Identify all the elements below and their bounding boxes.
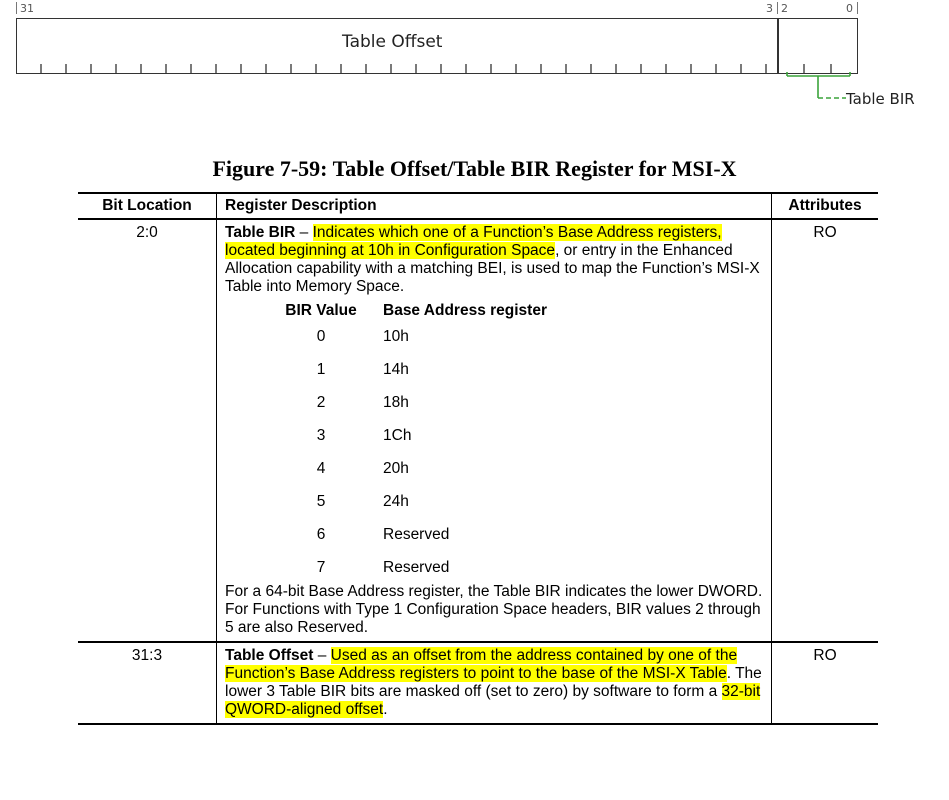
description-cell — [217, 642, 772, 724]
bit-31-label: 31 — [20, 2, 34, 15]
bir-row — [259, 526, 547, 559]
bit-location-cell: 2:0 — [78, 219, 217, 642]
dash: – — [295, 224, 313, 241]
bit-0-label: 0 — [846, 2, 853, 15]
bir-value: 1 — [316, 361, 326, 378]
description-cell — [217, 219, 772, 642]
bit-3-label: 3 — [766, 2, 773, 15]
highlighted-text: 32-bit QWORD-aligned offset — [225, 683, 761, 718]
bir-value-table — [259, 302, 547, 577]
bir-value: 2 — [316, 394, 326, 411]
bar-value: Reserved — [383, 559, 450, 576]
bar-value: 1Ch — [383, 427, 412, 444]
table-row — [78, 219, 878, 642]
bir-value: 0 — [316, 328, 326, 345]
field-name: Table BIR — [225, 224, 296, 241]
bit-ticks — [0, 0, 949, 110]
bar-value: Reserved — [383, 526, 450, 543]
base-address-header: Base Address register — [383, 302, 547, 319]
bar-value: 24h — [383, 493, 409, 510]
bir-row — [259, 427, 547, 460]
bar-value: 18h — [383, 394, 409, 411]
table-bir-description — [225, 224, 763, 296]
bar-value: 20h — [383, 460, 409, 477]
bit-2-label: 2 — [781, 2, 788, 15]
description-text: . The lower 3 Table BIR bits are masked off (set to zero) by software to form a — [225, 665, 762, 700]
highlighted-text: Used as an offset from the address contained by one of the Function’s Base Address registers to point to the base of the MSI-X Table — [225, 647, 738, 682]
description-text: , or entry in the Enhanced Allocation capability with a matching BEI, is used to map the Function’s MSI-X Table into Memory Space. — [225, 242, 760, 295]
figure-title: Figure 7-59: Table Offset/Table BIR Register for MSI-X — [212, 156, 737, 181]
table-offset-label: Table Offset — [342, 32, 443, 52]
bir-value: 6 — [316, 526, 326, 543]
header-register-description: Register Description — [217, 193, 772, 219]
bar-value: 10h — [383, 328, 409, 345]
bir-value: 7 — [316, 559, 326, 576]
header-bit-location: Bit Location — [78, 193, 217, 219]
bir-row — [259, 493, 547, 526]
table-bir-callout: Table BIR — [846, 90, 915, 108]
bir-row — [259, 460, 547, 493]
bir-value: 4 — [316, 460, 326, 477]
dash: – — [313, 647, 331, 664]
table-header-row — [78, 193, 878, 219]
bit-location-cell: 31:3 — [78, 642, 217, 724]
table-bir-footer: For a 64-bit Base Address register, the Table BIR indicates the lower DWORD. For Functions with Type 1 Configuration Space headers, BIR values 2 through 5 are also Reserved. — [225, 583, 763, 636]
bir-row — [259, 394, 547, 427]
header-attributes: Attributes — [772, 193, 879, 219]
bir-row — [259, 361, 547, 394]
bir-row — [259, 559, 547, 577]
bar-value: 14h — [383, 361, 409, 378]
field-name: Table Offset — [225, 647, 314, 664]
bir-value: 5 — [316, 493, 326, 510]
attributes-cell: RO — [813, 224, 837, 241]
bir-row — [259, 328, 547, 361]
description-text: . — [383, 701, 388, 718]
table-row — [78, 642, 878, 724]
highlighted-text: Indicates which one of a Function’s Base Address registers, located beginning at 10h in Configuration Space — [225, 224, 722, 259]
attributes-cell: RO — [772, 642, 879, 724]
bir-value: 3 — [316, 427, 326, 444]
bir-value-header: BIR Value — [285, 302, 357, 319]
register-table — [78, 192, 878, 725]
